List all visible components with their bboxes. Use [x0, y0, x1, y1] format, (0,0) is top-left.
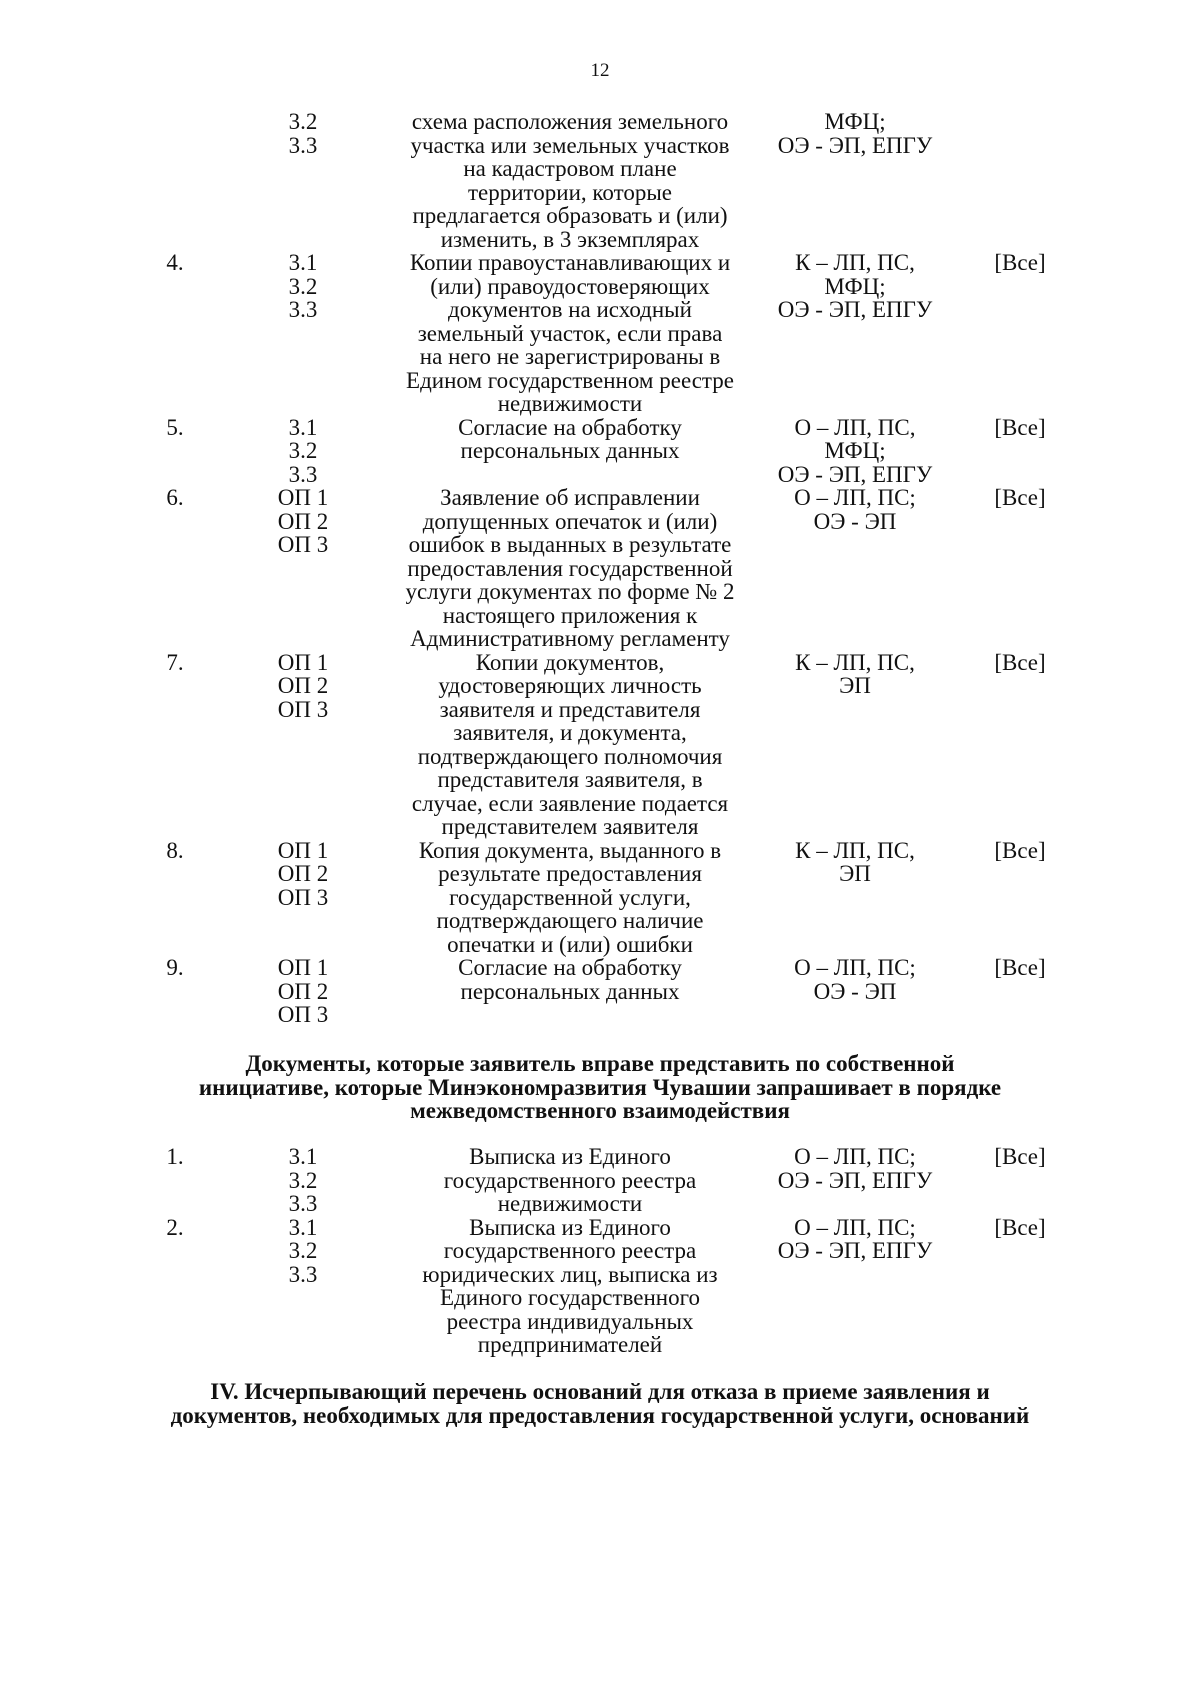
row-description-line: заявителя и представителя — [439, 696, 701, 722]
row-codes-line: 3.2 — [288, 1167, 318, 1193]
row-applicant-category — [985, 110, 1055, 134]
row-codes-line: ОП 1 — [277, 485, 329, 510]
row-number-text — [150, 110, 200, 134]
heading-line: Документы, которые заявитель вправе представить по собственной — [245, 1051, 955, 1076]
row-description-line: ошибок в выданных в результате — [408, 532, 732, 557]
row-description-line: Заявление об исправлении — [440, 485, 700, 510]
row-applicant-category-text: [Все] — [994, 485, 1046, 510]
row-applicant-category — [985, 1145, 1055, 1169]
row-submission-method-line: МФЦ; — [824, 109, 886, 134]
heading-line: IV. Исчерпывающий перечень оснований для отказа в приеме заявления и — [210, 1379, 990, 1404]
row-applicant-category — [985, 416, 1055, 440]
row-submission-method — [750, 1216, 960, 1263]
row-submission-method — [750, 110, 960, 157]
row-codes — [262, 251, 344, 322]
row-description-line: документов на исходный — [448, 297, 692, 322]
row-codes-line: ОП 3 — [277, 1002, 329, 1027]
row-description-line: Копии документов, — [475, 649, 665, 675]
row-codes-line: 3.2 — [288, 273, 318, 299]
row-description-line: (или) правоудостоверяющих — [430, 273, 710, 299]
row-number — [150, 839, 200, 863]
row-description-line: удостоверяющих личность — [438, 673, 702, 698]
row-description-line: представителя заявителя, в — [437, 767, 703, 792]
row-number — [150, 251, 200, 275]
row-description-line: реестра индивидуальных — [446, 1308, 694, 1334]
row-description-line: недвижимости — [497, 391, 643, 416]
row-submission-method-line: ЭП — [839, 673, 871, 698]
row-number-text: 2. — [166, 1214, 184, 1240]
row-codes — [262, 839, 344, 910]
row-description-line: государственной услуги, — [449, 884, 691, 910]
row-description-line: опечатки и (или) ошибки — [447, 931, 693, 957]
row-number-text: 8. — [166, 837, 184, 863]
row-description — [385, 651, 755, 839]
row-description-line: предоставления государственной — [407, 555, 733, 581]
row-description — [385, 1216, 755, 1357]
row-description-line: случае, если заявление подается — [411, 790, 729, 816]
row-description-line: юридических лиц, выписка из — [422, 1261, 718, 1287]
row-description-line: Единого государственного — [440, 1285, 700, 1310]
row-applicant-category — [985, 956, 1055, 980]
row-codes-line: 3.3 — [288, 132, 318, 158]
row-number — [150, 1216, 200, 1240]
row-codes-line: 3.3 — [288, 297, 318, 322]
row-description-line: представителем заявителя — [441, 814, 699, 839]
row-submission-method-line: О – ЛП, ПС, — [794, 414, 916, 440]
row-submission-method — [750, 251, 960, 322]
row-codes-line: 3.1 — [288, 1214, 318, 1240]
row-codes — [262, 416, 344, 487]
row-submission-method-line: О – ЛП, ПС; — [794, 1214, 916, 1240]
row-codes-line: ОП 2 — [277, 673, 329, 698]
row-description-line: заявителя, и документа, — [453, 720, 687, 745]
row-submission-method — [750, 416, 960, 487]
row-codes — [262, 651, 344, 722]
row-description-line: предлагается образовать и (или) — [412, 203, 728, 228]
row-number — [150, 416, 200, 440]
row-codes-line: 3.1 — [288, 414, 318, 440]
row-number-text: 7. — [166, 649, 184, 675]
row-description-line: Согласие на обработку — [458, 414, 682, 440]
row-description-line: подтверждающего наличие — [436, 908, 704, 933]
row-applicant-category-text — [985, 110, 1055, 134]
row-submission-method-line: ОЭ - ЭП — [813, 508, 897, 534]
row-codes — [262, 1216, 344, 1287]
row-submission-method-line: МФЦ; — [824, 438, 886, 463]
row-codes-line: ОП 1 — [277, 837, 329, 863]
row-number — [150, 651, 200, 675]
row-number — [150, 110, 200, 134]
row-submission-method — [750, 651, 960, 698]
row-applicant-category-text: [Все] — [994, 955, 1046, 980]
row-description-line: на кадастровом плане — [463, 156, 677, 181]
row-description-line: земельный участок, если права — [417, 320, 723, 346]
row-description-line: Копия документа, выданного в — [418, 837, 722, 863]
row-submission-method-line: О – ЛП, ПС; — [794, 955, 916, 980]
heading-line: инициативе, которые Минэкономразвития Чувашии запрашивает в порядке — [198, 1074, 1002, 1100]
page-number: 12 — [590, 60, 610, 81]
row-description-line: недвижимости — [497, 1191, 643, 1216]
row-description-line: государственного реестра — [443, 1238, 697, 1263]
chapter-heading — [0, 1380, 1200, 1427]
row-applicant-category-text: [Все] — [994, 414, 1046, 440]
row-codes-line: ОП 2 — [277, 861, 329, 886]
row-codes-line: 3.2 — [288, 1238, 318, 1263]
row-number-text: 9. — [166, 955, 184, 980]
row-submission-method-line: ЭП — [839, 861, 871, 886]
row-description-line: персональных данных — [460, 978, 680, 1004]
row-applicant-category — [985, 651, 1055, 675]
heading-line: межведомственного взаимодействия — [410, 1098, 790, 1123]
row-description-line: территории, которые — [467, 179, 673, 205]
row-description — [385, 416, 755, 463]
row-submission-method-line: ОЭ - ЭП, ЕПГУ — [777, 297, 933, 322]
row-codes-line: ОП 1 — [277, 649, 329, 675]
row-codes-line: 3.1 — [288, 250, 318, 275]
row-submission-method-line: ОЭ - ЭП, ЕПГУ — [777, 1238, 933, 1263]
row-description-line: государственного реестра — [443, 1167, 697, 1193]
row-applicant-category-text: [Все] — [994, 649, 1046, 675]
row-codes-line: ОП 2 — [277, 978, 329, 1004]
row-description-line: настоящего приложения к — [442, 602, 698, 628]
row-description-line: предпринимателей — [477, 1332, 663, 1357]
row-number — [150, 956, 200, 980]
row-submission-method-line: К – ЛП, ПС, — [795, 250, 915, 275]
row-submission-method — [750, 486, 960, 533]
row-codes — [262, 110, 344, 157]
row-codes — [262, 956, 344, 1027]
row-number — [150, 1145, 200, 1169]
row-codes-line: 3.2 — [288, 109, 318, 134]
row-submission-method-line: К – ЛП, ПС, — [795, 837, 915, 863]
row-description-line: на него не зарегистрированы в — [419, 344, 721, 369]
row-description-line: Выписка из Единого — [469, 1214, 671, 1240]
row-submission-method-line: ОЭ - ЭП, ЕПГУ — [777, 461, 933, 487]
row-description-line: персональных данных — [460, 438, 680, 463]
row-applicant-category — [985, 251, 1055, 275]
row-codes-line: ОП 3 — [277, 696, 329, 722]
row-description-line: Копии правоустанавливающих и — [409, 250, 731, 275]
row-codes-line: 3.1 — [288, 1144, 318, 1169]
row-description-line: изменить, в 3 экземплярах — [440, 226, 700, 252]
row-description-line: схема расположения земельного — [411, 109, 729, 134]
row-description-line: допущенных опечаток и (или) — [422, 508, 718, 534]
row-codes — [262, 1145, 344, 1216]
row-submission-method — [750, 839, 960, 886]
row-number-text: 4. — [166, 250, 184, 275]
row-codes-line: ОП 3 — [277, 532, 329, 557]
row-applicant-category-text: [Все] — [994, 250, 1046, 275]
row-codes-line: 3.3 — [288, 1191, 318, 1216]
heading-line: документов, необходимых для предоставления государственной услуги, оснований — [170, 1402, 1030, 1428]
row-codes-line: 3.3 — [288, 1261, 318, 1287]
section-heading — [0, 1052, 1200, 1123]
row-codes-line: ОП 1 — [277, 955, 329, 980]
row-applicant-category-text: [Все] — [994, 837, 1046, 863]
row-applicant-category — [985, 1216, 1055, 1240]
row-applicant-category-text: [Все] — [994, 1214, 1046, 1240]
row-submission-method-line: ОЭ - ЭП, ЕПГУ — [777, 1167, 933, 1193]
row-submission-method-line: МФЦ; — [824, 273, 886, 299]
row-codes-line: ОП 3 — [277, 884, 329, 910]
row-description-line: подтверждающего полномочия — [417, 743, 723, 769]
row-number — [150, 486, 200, 510]
row-submission-method-line: ОЭ - ЭП — [813, 978, 897, 1004]
row-applicant-category — [985, 486, 1055, 510]
row-codes-line: 3.2 — [288, 438, 318, 463]
row-description-line: участка или земельных участков — [410, 132, 730, 158]
row-description-line: результате предоставления — [438, 861, 702, 886]
row-submission-method-line: К – ЛП, ПС, — [795, 649, 915, 675]
row-description-line: Административному регламенту — [410, 626, 730, 651]
row-submission-method — [750, 1145, 960, 1192]
row-description — [385, 251, 755, 416]
row-description-line: Выписка из Единого — [469, 1144, 671, 1169]
row-submission-method — [750, 956, 960, 1003]
row-description-line: услуги документах по форме № 2 — [405, 579, 735, 604]
row-submission-method-line: О – ЛП, ПС; — [794, 1144, 916, 1169]
row-applicant-category — [985, 839, 1055, 863]
row-description — [385, 486, 755, 651]
row-codes-line: 3.3 — [288, 461, 318, 487]
row-description-line: Согласие на обработку — [458, 955, 682, 980]
row-submission-method-line: ОЭ - ЭП, ЕПГУ — [777, 132, 933, 158]
row-codes — [262, 486, 344, 557]
row-applicant-category-text: [Все] — [994, 1144, 1046, 1169]
row-description — [385, 839, 755, 957]
row-submission-method-line: О – ЛП, ПС; — [794, 485, 916, 510]
row-description — [385, 110, 755, 251]
row-description — [385, 1145, 755, 1216]
row-codes-line: ОП 2 — [277, 508, 329, 534]
row-number-text: 5. — [166, 414, 184, 440]
row-description — [385, 956, 755, 1003]
row-number-text: 1. — [166, 1144, 184, 1169]
row-number-text: 6. — [166, 485, 184, 510]
row-description-line: Едином государственном реестре — [406, 367, 734, 393]
